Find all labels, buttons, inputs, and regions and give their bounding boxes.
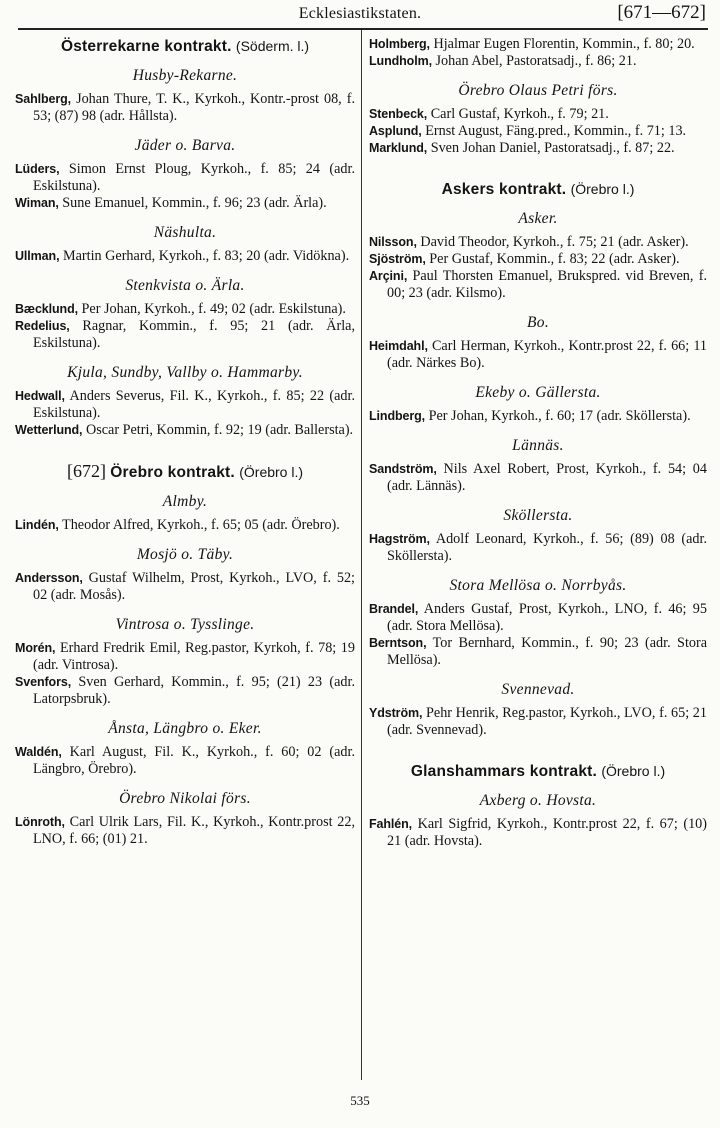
parish-heading: Vintrosa o. Tysslinge.: [115, 616, 255, 633]
contract-name: Örebro kontrakt.: [110, 464, 235, 481]
left-column: [15, 36, 355, 848]
clergy-details: Johan Abel, Pastoratsadj., f. 86; 21.: [431, 53, 637, 69]
page-range: [671—672]: [617, 2, 706, 23]
clergy-surname: Asplund,: [369, 124, 422, 138]
page-number: 535: [350, 1093, 370, 1108]
clergy-entry: [369, 635, 707, 669]
parish-heading: Ekeby o. Gällersta.: [475, 384, 601, 401]
clergy-details: Per Johan, Kyrkoh., f. 49; 02 (adr. Eskilstuna).: [78, 301, 346, 317]
clergy-entry: [369, 816, 707, 850]
clergy-details: Karl Sigfrid, Kyrkoh., Kontr.prost 22, f. 67; (10) 21 (adr. Hovsta).: [387, 816, 707, 849]
clergy-entry: [15, 318, 355, 352]
clergy-details: Theodor Alfred, Kyrkoh., f. 65; 05 (adr. Örebro).: [58, 517, 340, 533]
clergy-surname: Holmberg,: [369, 37, 430, 51]
column-divider: [361, 30, 362, 1080]
clergy-details: Karl August, Fil. K., Kyrkoh., f. 60; 02 (adr. Längbro, Örebro).: [33, 744, 355, 777]
clergy-surname: Morén,: [15, 641, 56, 655]
clergy-details: Per Gustaf, Kommin., f. 83; 22 (adr. Asker).: [425, 251, 680, 267]
clergy-entry: [369, 53, 707, 70]
clergy-entry: [369, 140, 707, 157]
contract-heading: [369, 181, 707, 198]
right-column: [369, 36, 707, 850]
clergy-entry: [15, 195, 355, 212]
parish-heading: Jäder o. Barva.: [134, 137, 236, 154]
contract-region: (Örebro l.): [570, 181, 635, 197]
clergy-surname: Nilsson,: [369, 235, 417, 249]
clergy-surname: Sahlberg,: [15, 92, 72, 106]
clergy-surname: Ydström,: [369, 706, 423, 720]
page-footer: [0, 1093, 720, 1109]
clergy-details: Oscar Petri, Kommin, f. 92; 19 (adr. Ballersta).: [82, 422, 354, 438]
parish-heading: Axberg o. Hovsta.: [479, 792, 597, 809]
clergy-surname: Hedwall,: [15, 389, 65, 403]
clergy-entry: [15, 301, 355, 318]
contract-heading: [15, 463, 355, 481]
contract-section: [15, 463, 355, 848]
clergy-details: David Theodor, Kyrkoh., f. 75; 21 (adr. Asker).: [416, 234, 689, 250]
clergy-entry: [369, 408, 707, 425]
clergy-entry: [369, 531, 707, 565]
parish-heading: Asker.: [518, 210, 558, 227]
clergy-surname: Ullman,: [15, 249, 60, 263]
clergy-entry: [15, 91, 355, 125]
parish-heading: Husby-Rekarne.: [132, 67, 238, 84]
contract-heading: [15, 38, 355, 55]
contract-name: Askers kontrakt.: [441, 181, 567, 198]
clergy-entry: [369, 36, 707, 53]
contract-region: (Söderm. l.): [235, 38, 310, 54]
parish-heading: Stenkvista o. Ärla.: [125, 277, 245, 294]
running-title: Ecklesiastikstaten.: [298, 5, 422, 22]
clergy-entry: [15, 744, 355, 778]
contract-region: (Örebro l.): [601, 763, 666, 779]
clergy-details: Gustaf Wilhelm, Prost, Kyrkoh., LVO, f. 52; 02 (adr. Mosås).: [33, 570, 355, 603]
clergy-entry: [369, 123, 707, 140]
clergy-surname: Lönroth,: [15, 815, 65, 829]
clergy-details: Johan Thure, T. K., Kyrkoh., Kontr.-prost 08, f. 53; (87) 98 (adr. Hållsta).: [33, 91, 355, 124]
clergy-entry: [369, 106, 707, 123]
parish-heading: Mosjö o. Täby.: [136, 546, 234, 563]
clergy-details: Tor Bernhard, Kommin., f. 90; 23 (adr. Stora Mellösa).: [387, 635, 707, 668]
clergy-surname: Marklund,: [369, 141, 428, 155]
clergy-details: Adolf Leonard, Kyrkoh., f. 56; (89) 08 (adr. Sköllersta).: [387, 531, 707, 564]
contract-section: [369, 763, 707, 850]
clergy-details: Pehr Henrik, Reg.pastor, Kyrkoh., LVO, f. 65; 21 (adr. Svennevad).: [387, 705, 707, 738]
clergy-entry: [15, 640, 355, 674]
clergy-entry: [15, 814, 355, 848]
clergy-surname: Redelius,: [15, 319, 70, 333]
parish-heading: Svennevad.: [501, 681, 575, 698]
clergy-surname: Heimdahl,: [369, 339, 428, 353]
parish-heading: Ånsta, Längbro o. Eker.: [108, 720, 262, 737]
clergy-entry: [369, 251, 707, 268]
contract-heading: [369, 763, 707, 780]
clergy-entry: [15, 161, 355, 195]
clergy-surname: Arçini,: [369, 269, 408, 283]
clergy-entry: [369, 461, 707, 495]
clergy-details: Paul Thorsten Emanuel, Brukspred. vid Breven, f. 00; 23 (adr. Kilsmo).: [387, 268, 707, 301]
clergy-entry: [15, 674, 355, 708]
clergy-entry: [15, 388, 355, 422]
contract-section: [15, 38, 355, 439]
clergy-surname: Wiman,: [15, 196, 59, 210]
clergy-entry: [15, 570, 355, 604]
clergy-details: Per Johan, Kyrkoh., f. 60; 17 (adr. Sköllersta).: [425, 408, 691, 424]
clergy-details: Simon Ernst Ploug, Kyrkoh., f. 85; 24 (adr. Eskilstuna).: [33, 161, 355, 194]
clergy-details: Carl Herman, Kyrkoh., Kontr.prost 22, f. 66; 11 (adr. Närkes Bo).: [387, 338, 707, 371]
clergy-entry: [369, 705, 707, 739]
clergy-surname: Berntson,: [369, 636, 427, 650]
clergy-surname: Sjöström,: [369, 252, 426, 266]
clergy-details: Sven Johan Daniel, Pastoratsadj., f. 87; 22.: [427, 140, 675, 156]
clergy-details: Carl Gustaf, Kyrkoh., f. 79; 21.: [427, 106, 609, 122]
clergy-details: Anders Severus, Fil. K., Kyrkoh., f. 85; 22 (adr. Eskilstuna).: [33, 388, 355, 421]
clergy-details: Martin Gerhard, Kyrkoh., f. 83; 20 (adr. Vidökna).: [59, 248, 350, 264]
clergy-entry: [369, 268, 707, 302]
clergy-entry: [15, 517, 355, 534]
clergy-details: Ernst August, Fäng.pred., Kommin., f. 71; 13.: [421, 123, 687, 139]
clergy-entry: [369, 338, 707, 372]
clergy-surname: Lüders,: [15, 162, 60, 176]
clergy-details: Ragnar, Kommin., f. 95; 21 (adr. Ärla, Eskilstuna).: [33, 318, 355, 351]
contract-region: (Örebro l.): [239, 464, 304, 480]
clergy-surname: Stenbeck,: [369, 107, 428, 121]
parish-heading: Stora Mellösa o. Norrbyås.: [449, 577, 627, 594]
contract-section: [369, 181, 707, 739]
parish-heading: Almby.: [162, 493, 208, 510]
clergy-details: Sune Emanuel, Kommin., f. 96; 23 (adr. Ärla).: [58, 195, 327, 211]
clergy-surname: Hagström,: [369, 532, 430, 546]
clergy-surname: Lindberg,: [369, 409, 426, 423]
parish-heading: Lännäs.: [512, 437, 564, 454]
clergy-surname: Lundholm,: [369, 54, 432, 68]
parish-heading: Sköllersta.: [503, 507, 573, 524]
clergy-details: Carl Ulrik Lars, Fil. K., Kyrkoh., Kontr.prost 22, LNO, f. 66; (01) 21.: [33, 814, 355, 847]
parish-heading: Kjula, Sundby, Vallby o. Hammarby.: [67, 364, 303, 381]
parish-heading: Näshulta.: [153, 224, 217, 241]
clergy-surname: Svenfors,: [15, 675, 72, 689]
parish-heading: Örebro Nikolai förs.: [119, 790, 251, 807]
clergy-surname: Brandel,: [369, 602, 419, 616]
clergy-details: Sven Gerhard, Kommin., f. 95; (21) 23 (adr. Latorpsbruk).: [33, 674, 355, 707]
clergy-surname: Wetterlund,: [15, 423, 83, 437]
header-rule: [18, 28, 708, 30]
clergy-details: Nils Axel Robert, Prost, Kyrkoh., f. 54; 04 (adr. Lännäs).: [387, 461, 707, 494]
clergy-details: Erhard Fredrik Emil, Reg.pastor, Kyrkoh, f. 78; 19 (adr. Vintrosa).: [33, 640, 355, 673]
clergy-surname: Fahlén,: [369, 817, 413, 831]
parish-heading: Örebro Olaus Petri förs.: [458, 82, 618, 99]
clergy-details: Hjalmar Eugen Florentin, Kommin., f. 80; 20.: [429, 36, 695, 52]
page-header: [0, 0, 720, 28]
clergy-surname: Bæcklund,: [15, 302, 78, 316]
clergy-details: Anders Gustaf, Prost, Kyrkoh., LNO, f. 46; 95 (adr. Stora Mellösa).: [387, 601, 707, 634]
clergy-surname: Sandström,: [369, 462, 437, 476]
clergy-surname: Waldén,: [15, 745, 62, 759]
clergy-surname: Andersson,: [15, 571, 83, 585]
contract-name: Österrekarne kontrakt.: [60, 38, 232, 55]
page-marker: [672]: [66, 461, 106, 481]
clergy-surname: Lindén,: [15, 518, 59, 532]
clergy-entry: [15, 248, 355, 265]
clergy-entry: [15, 422, 355, 439]
clergy-entry: [369, 234, 707, 251]
contract-section: [369, 36, 707, 157]
clergy-entry: [369, 601, 707, 635]
parish-heading: Bo.: [527, 314, 549, 331]
contract-name: Glanshammars kontrakt.: [410, 763, 598, 780]
